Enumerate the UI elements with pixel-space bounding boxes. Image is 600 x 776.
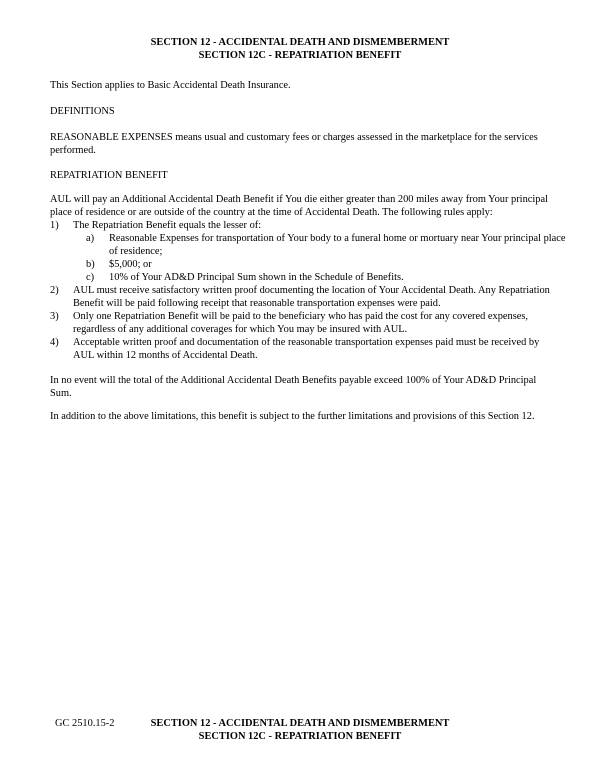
rule-item-2: [50, 284, 550, 310]
document-body: [50, 36, 566, 423]
document-title: [50, 36, 550, 62]
sub-item-a: [86, 232, 574, 258]
rules-list: [50, 219, 566, 362]
rule-item-2-marker: 2): [50, 285, 59, 296]
definitions-paragraph: REASONABLE EXPENSES means usual and customary fees or charges assessed in the marketplace for the services performed.: [50, 132, 538, 156]
footer-form-number: GC 2510.15-2: [55, 718, 115, 729]
rule-item-4-text: Acceptable written proof and documentation of the reasonable transportation expenses paid must be received by AUL within 12 months of Accidental Death.: [73, 337, 540, 361]
closing-paragraph: In addition to the above limitations, this benefit is subject to the further limitations and provisions of this Section 12.: [50, 411, 535, 422]
rule-item-2-text: AUL must receive satisfactory written proof documenting the location of Your Accidental Death. Any Repatriation Benefit will be paid following receipt that reasonable transportation expenses were paid.: [73, 285, 550, 309]
rule-item-1: [50, 219, 550, 232]
document-title-line2: SECTION 12C - REPATRIATION BENEFIT: [198, 50, 402, 61]
limit-paragraph: In no event will the total of the Additional Accidental Death Benefits payable exceed 100% of Your AD&D Principal Sum.: [50, 375, 537, 399]
rule-item-3-marker: 3): [50, 311, 59, 322]
sub-item-b-text: $5,000; or: [109, 259, 152, 270]
rule-item-4-marker: 4): [50, 337, 59, 348]
intro-paragraph: This Section applies to Basic Accidental Death Insurance.: [50, 80, 291, 91]
rule-item-3: [50, 310, 550, 336]
rule-item-3-text: Only one Repatriation Benefit will be paid to the beneficiary who has paid the cost for any covered expenses, regardless of any additional coverages for which You may be insured with AUL.: [73, 311, 529, 335]
sub-item-b-marker: b): [86, 259, 95, 270]
rule-item-1-text: The Repatriation Benefit equals the lesser of:: [73, 220, 262, 231]
footer-title-line2: SECTION 12C - REPATRIATION BENEFIT: [198, 731, 402, 742]
page-footer: [50, 717, 550, 743]
sub-item-c-marker: c): [86, 272, 95, 283]
sub-item-c-text: 10% of Your AD&D Principal Sum shown in the Schedule of Benefits.: [109, 272, 404, 283]
rule-item-1-marker: 1): [50, 220, 59, 231]
sub-item-a-text: Reasonable Expenses for transportation of Your body to a funeral home or mortuary near Your principal place of residence;: [109, 233, 566, 257]
sub-item-b: [86, 258, 574, 271]
rule-1-sublist: [86, 232, 574, 284]
definitions-heading: DEFINITIONS: [50, 106, 115, 117]
benefit-intro-paragraph: AUL will pay an Additional Accidental Death Benefit if You die either greater than 200 miles away from Your principal place of residence or are outside of the country at the time of Accidental Death. The following rules apply:: [50, 194, 548, 218]
document-title-line1: SECTION 12 - ACCIDENTAL DEATH AND DISMEMBERMENT: [150, 37, 450, 48]
rule-item-4: [50, 336, 550, 362]
repatriation-benefit-heading: REPATRIATION BENEFIT: [50, 170, 168, 181]
sub-item-c: [86, 271, 574, 284]
sub-item-a-marker: a): [86, 233, 95, 244]
footer-title-line1: SECTION 12 - ACCIDENTAL DEATH AND DISMEMBERMENT: [150, 718, 450, 729]
